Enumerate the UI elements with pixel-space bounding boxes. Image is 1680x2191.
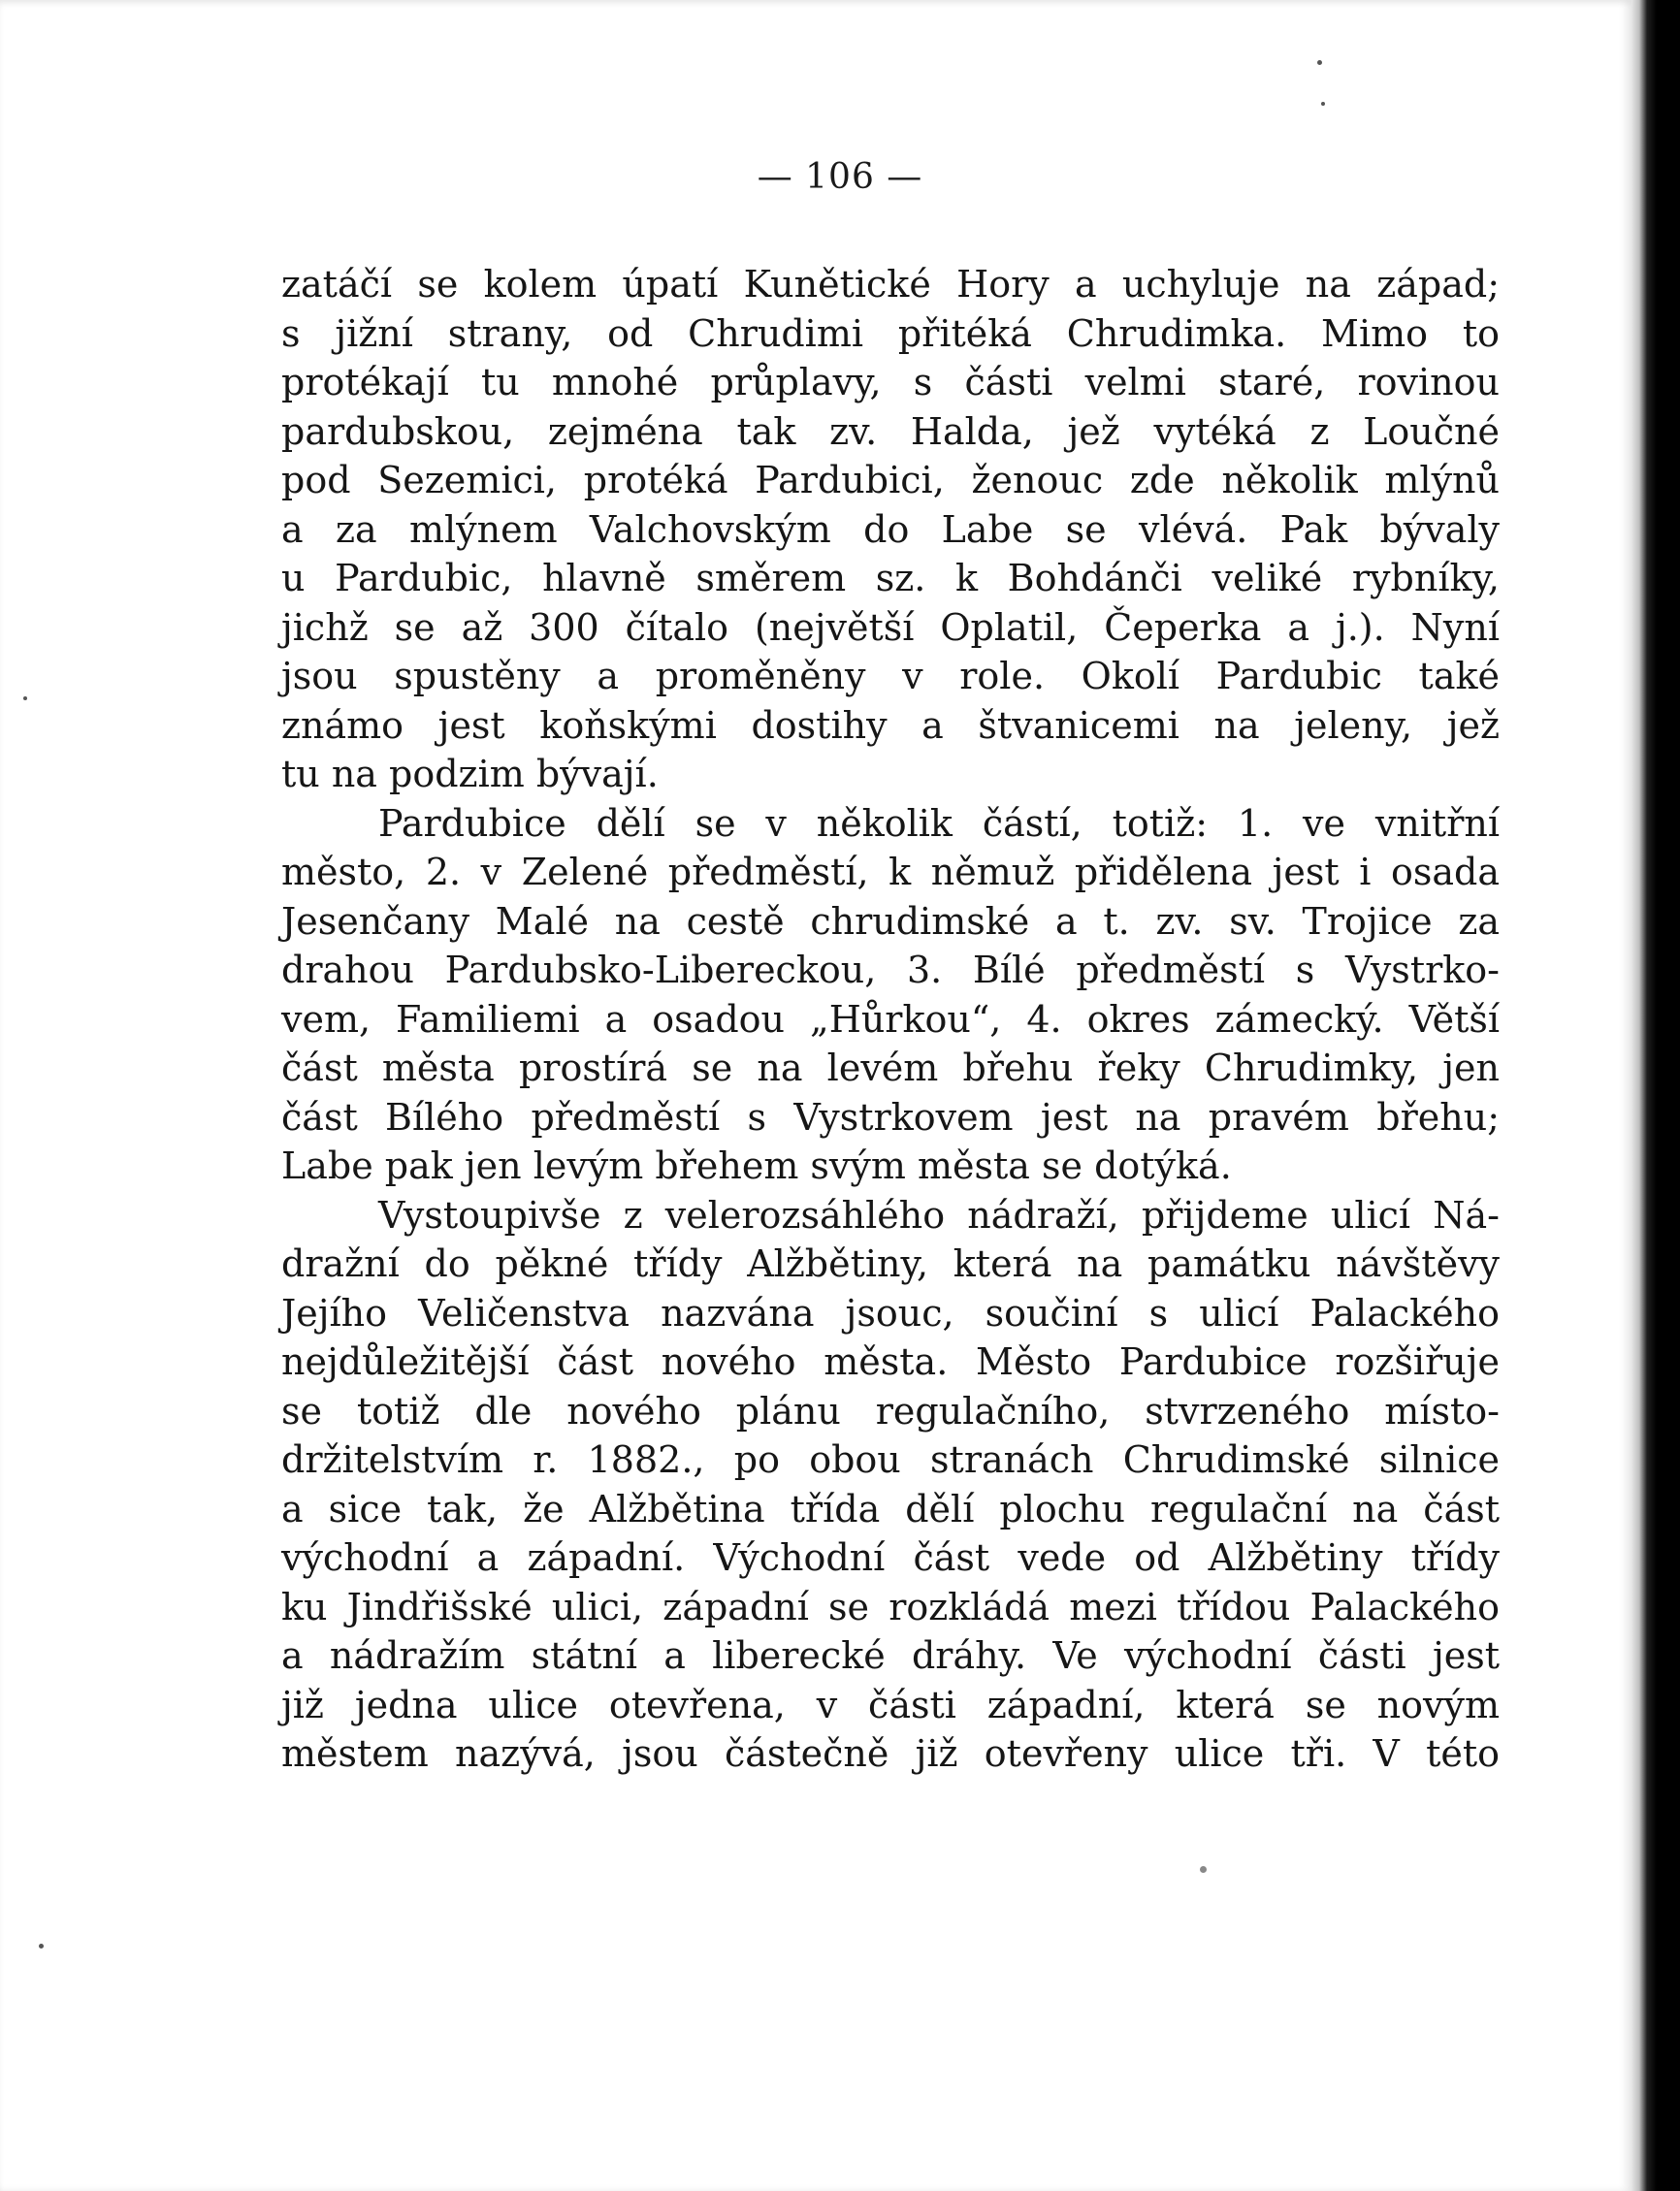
text-line: již jedna ulice otevřena, v části západní, která se novým: [281, 1683, 1500, 1726]
text-line: drahou Pardubsko-Libereckou, 3. Bílé předměstí s Vystrko-: [281, 949, 1500, 991]
text-line: zatáčí se kolem úpatí Kunětické Hory a uchyluje na západ;: [281, 263, 1500, 306]
text-line: a sice tak, že Alžbětina třída dělí plochu regulační na část: [281, 1487, 1500, 1530]
page-edge-shadow: [1632, 0, 1680, 2191]
text-line: město, 2. v Zelené předměstí, k němuž přidělena jest i osada: [281, 851, 1500, 893]
text-line: a nádražím státní a liberecké dráhy. Ve východní části jest: [281, 1634, 1500, 1677]
text-line: držitelstvím r. 1882., po obou stranách Chrudimské silnice: [281, 1438, 1500, 1481]
paragraph: [281, 260, 1500, 799]
text-line: u Pardubic, hlavně směrem sz. k Bohdánči veliké rybníky,: [281, 557, 1500, 599]
text-line: tu na podzim bývají.: [281, 753, 659, 795]
text-line: městem nazývá, jsou částečně již otevřeny ulice tři. V této: [281, 1732, 1500, 1775]
text-line: Labe pak jen levým břehem svým města se dotýká.: [281, 1144, 1232, 1187]
text-line: ku Jindřišské ulici, západní se rozkládá mezi třídou Palackého: [281, 1585, 1500, 1628]
paragraph: [281, 1191, 1500, 1779]
text-line: Vystoupivše z velerozsáhlého nádraží, přijdeme ulicí Ná-: [378, 1193, 1500, 1237]
text-line: pardubskou, zejména tak zv. Halda, jež vytéká z Loučné: [281, 409, 1500, 453]
scan-speck: [1200, 1866, 1207, 1873]
text-line: nejdůležitější část nového města. Město Pardubice rozšiřuje: [281, 1340, 1500, 1383]
text-line: s jižní strany, od Chrudimi přitéká Chrudimka. Mimo to: [281, 311, 1500, 355]
scan-speck: [39, 1944, 44, 1949]
scan-speck: [1321, 102, 1325, 106]
text-line: protékají tu mnohé průplavy, s části velmi staré, rovinou: [281, 361, 1500, 403]
text-line: Jejího Veličenstva nazvána jsouc, součiní s ulicí Palackého: [281, 1291, 1500, 1335]
text-line: jichž se až 300 čítalo (největší Oplatil, Čeperka a j.). Nyní: [281, 605, 1500, 649]
text-line: jsou spustěny a proměněny v role. Okolí Pardubic také: [281, 655, 1500, 697]
scan-speck: [23, 696, 27, 700]
paragraph: [281, 799, 1500, 1191]
text-line: známo jest koňskými dostihy a štvanicemi na jeleny, jež: [281, 703, 1500, 747]
scan-speck: [1317, 60, 1322, 65]
text-line: vem, Familiemi a osadou „Hůrkou“, 4. okres zámecký. Větší: [281, 997, 1500, 1041]
text-line: východní a západní. Východní část vede od Alžbětiny třídy: [281, 1536, 1500, 1579]
text-line: pod Sezemici, protéká Pardubici, ženouc zde několik mlýnů: [281, 459, 1500, 501]
text-line: se totiž dle nového plánu regulačního, stvrzeného místo-: [281, 1389, 1500, 1433]
text-line: dražní do pěkné třídy Alžbětiny, která na památku návštěvy: [281, 1242, 1500, 1285]
text-line: část města prostírá se na levém břehu řeky Chrudimky, jen: [281, 1047, 1500, 1089]
body-text: [281, 260, 1500, 1779]
text-line: Jesenčany Malé na cestě chrudimské a t. zv. sv. Trojice za: [281, 899, 1500, 943]
page-number: — 106 —: [757, 157, 923, 197]
text-line: a za mlýnem Valchovským do Labe se vlévá. Pak bývaly: [281, 507, 1500, 551]
text-line: část Bílého předměstí s Vystrkovem jest na pravém břehu;: [281, 1095, 1500, 1139]
text-line: Pardubice dělí se v několik částí, totiž: 1. ve vnitřní: [378, 801, 1500, 845]
